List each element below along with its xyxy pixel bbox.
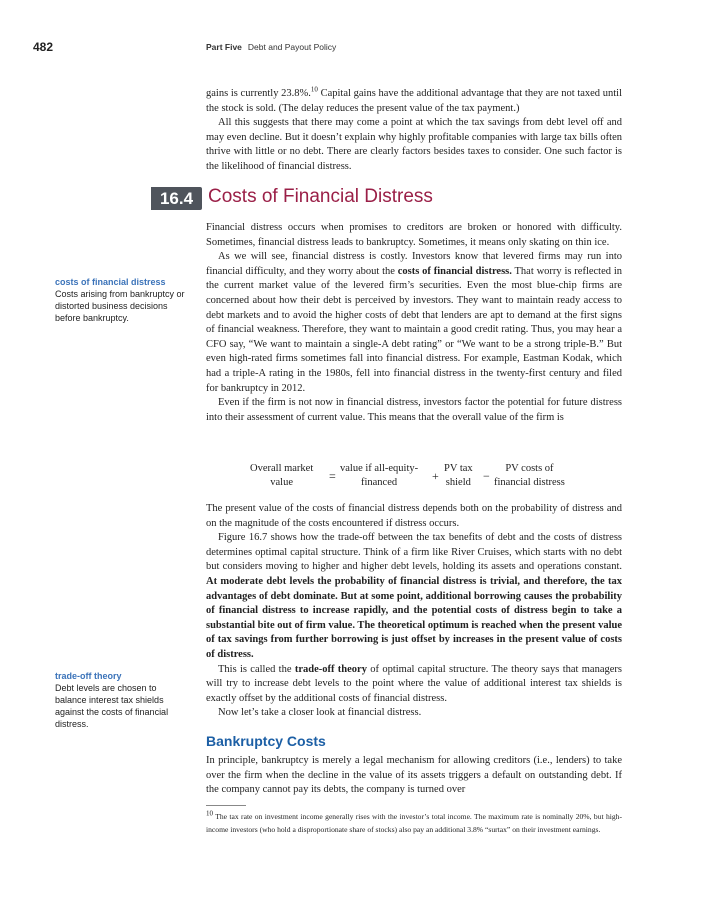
body-paragraph-7: Now let’s take a closer look at financial distress. [218, 707, 422, 719]
key-term-trade-off-theory: trade-off theory [294, 663, 367, 675]
intro-paragraph-1: gains is currently 23.8%.$^{10}$ Capital gains have the additional advantage that they are not taxed until the stock is sold. (The delay reduces the present value of the tax payment.) [206, 85, 623, 114]
margin-term: costs of financial distress [55, 277, 166, 287]
eq-pv-tax-shield: PV tax shield [444, 463, 473, 488]
subsection-body [206, 754, 622, 798]
key-term-costs-of-financial-distress: costs of financial distress. [397, 265, 512, 277]
subsection-paragraph-1: In principle, bankruptcy is merely a legal mechanism for allowing creditors (i.e., lenders) to take over the firm when the decline in the value of its assets triggers a default on outstanding debt. If the company cannot pay its debts, the company is turned over [206, 755, 622, 796]
section-body [206, 221, 622, 425]
body-paragraph-5: Figure 16.7 shows how the trade-off between the tax benefits of debt and the costs of distress determines optimal capital structure. Think of a firm like River Cruises, which starts with no debt but considers moving to higher and higher debt levels, holding its assets and operations constant. At moderate debt levels the probability of financial distress is trivial, and therefore, the tax advantages of debt dominate. But at some point, additional borrowing causes the probability of financial distress to increase rapidly, and the potential costs of distress begin to take a substantial bite out of firm value. The theoretical optimum is reached when the present value of tax savings from further borrowing is just offset by increases in the present value of costs of distress. [206, 532, 622, 660]
footnote-number: 10 [206, 809, 213, 818]
margin-definition: Costs arising from bankruptcy or distorted business decisions before bankruptcy. [55, 289, 185, 323]
eq-all-equity-value: value if all-equity- financed [340, 463, 419, 488]
footnote-divider [206, 805, 246, 806]
section-body-continued [206, 502, 622, 721]
eq-overall-value: Overall market value [250, 463, 314, 488]
section-title: Costs of Financial Distress [208, 186, 433, 207]
eq-equals-sign: = [329, 469, 336, 483]
margin-term: trade-off theory [55, 671, 122, 681]
body-paragraph-1: Financial distress occurs when promises to creditors are broken or honored with difficulty. Sometimes, financial distress leads to bankruptcy. Sometimes, it means only skating on thin ice. [206, 222, 622, 248]
body-paragraph-2: As we will see, financial distress is costly. Investors know that levered firms may run into financial difficulty, and they worry about the costs of financial distress. That worry is reflected in the current market value of the levered firm’s securities. Even the most blue-chip firms are concerned about how their debt is perceived by investors. They want to maintain ready access to debt markets and to avoid the higher costs of debt that lenders are apt to demand at the first signs of financial weakness. Therefore, they want to maintain a good credit rating. Thus, you may hear a CFO say, “We want to maintain a single-A debt rating” or “We want to be a strong triple-B.” But even high-rated firms sometimes fall into financial distress. For example, Eastman Kodak, which had a triple-A rating in the 1980s, fell into financial distress in the twenty-first century and filed for bankruptcy in 2012. [206, 251, 622, 394]
page-number: 482 [33, 40, 54, 54]
eq-plus-sign: + [432, 469, 439, 483]
body-paragraph-3: Even if the firm is not now in financial distress, investors factor the potential for future distress into their assessment of current value. This means that the overall value of the firm is [206, 397, 622, 423]
part-label: Part Five [206, 42, 242, 52]
footnote-ref[interactable]: 10 [310, 85, 318, 94]
part-title: Debt and Payout Policy [247, 42, 337, 52]
bold-key-passage: At moderate debt levels the probability of financial distress is trivial, and therefore, the tax advantages of debt dominate. But at some point, additional borrowing causes the probability of financial distress to increase rapidly, and the potential costs of distress begin to take a substantial bite out of firm value. The theoretical optimum is reached when the present value of tax savings from further borrowing is just offset by increases in the present value of costs of distress. [206, 575, 622, 660]
subsection-title: Bankruptcy Costs [206, 733, 326, 749]
body-paragraph-4: The present value of the costs of financial distress depends both on the probability of distress and on the magnitude of the costs encountered if distress occurs. [206, 503, 622, 529]
section-number-badge: 16.4 [151, 187, 202, 210]
footnote-text: The tax rate on investment income generally rises with the investor’s total income. The maximum rate is nominally 20%, but high-income investors (who hold a disproportionate share of stocks) also pay an additional 3.8% “surtax” on their investment earnings. [206, 812, 622, 834]
running-head [206, 42, 336, 52]
margin-note-costs-of-financial-distress [55, 276, 185, 324]
intro-text [206, 87, 622, 175]
margin-note-trade-off-theory [55, 670, 185, 730]
body-paragraph-6: This is called the trade-off theory of optimal capital structure. The theory says that managers will try to increase debt levels to the point where the value of additional interest tax shields is exactly offset by the additional costs of financial distress. [206, 663, 622, 704]
footnote [206, 811, 622, 836]
eq-minus-sign: − [483, 469, 490, 483]
margin-definition: Debt levels are chosen to balance interest tax shields against the costs of financial distress. [55, 683, 169, 729]
intro-paragraph-2: All this suggests that there may come a point at which the tax savings from debt level off and may even decline. But it doesn’t explain why highly profitable companies with large tax bills often thrive with little or no debt. There are clearly factors besides taxes to consider. One such factor is the likelihood of financial distress. [206, 117, 622, 172]
eq-pv-distress-costs: PV costs of financial distress [494, 463, 565, 488]
